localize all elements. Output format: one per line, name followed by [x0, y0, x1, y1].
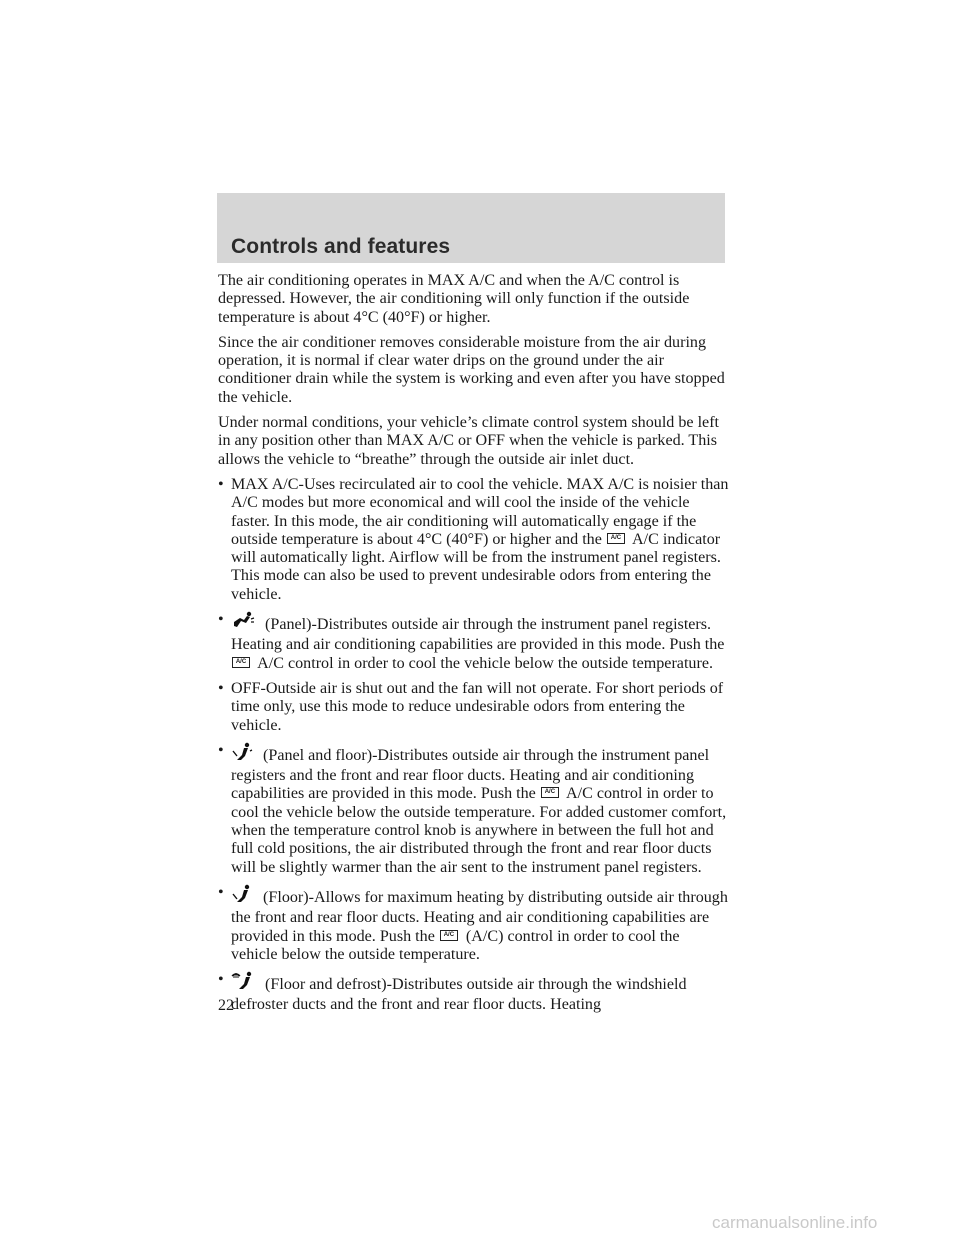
bullet-dot: •	[218, 611, 224, 629]
max-ac-text-after: A/C indicator will automatically light. Airflow will be from the instrument panel registers. This mode can also be used to prevent undesirable odors from entering the vehicle.	[231, 530, 721, 603]
floor-defrost-text: (Floor and defrost)-Distributes outside air through the windshield defroster ducts and the front and rear floor ducts. Heating	[231, 976, 687, 1014]
floor-text-after: (A/C) control in order to cool the vehicle below the outside temperature.	[231, 927, 680, 963]
panel-floor-icon	[231, 742, 253, 767]
bullet-floor	[218, 884, 730, 964]
floor-text-before: (Floor)-Allows for maximum heating by distributing outside air through the front and rear floor ducts. Heating and air conditioning capabilities are provided in this mode. Push the	[231, 888, 728, 945]
ac-button-icon: A/C	[541, 787, 559, 798]
paragraph-operation: The air conditioning operates in MAX A/C and when the A/C control is depressed. However, the air conditioning will only function if the outside temperature is about 4°C (40°F) or higher.	[218, 272, 690, 326]
floor-defrost-icon	[231, 971, 255, 996]
paragraph-moisture: Since the air conditioner removes considerable moisture from the air during operation, it is normal if clear water drips on the ground under the air conditioner drain while the system is working and even after you have stopped the vehicle.	[218, 333, 725, 406]
ac-button-icon: A/C	[232, 657, 250, 668]
page-number: 22	[218, 997, 234, 1014]
off-text: OFF-Outside air is shut out and the fan will not operate. For short periods of time only, use this mode to reduce undesirable odors from entering the vehicle.	[231, 679, 724, 734]
panel-text-after: A/C control in order to cool the vehicle below the outside temperature.	[257, 654, 713, 672]
bullet-dot: •	[218, 475, 224, 493]
max-ac-text-before: MAX A/C-Uses recirculated air to cool the vehicle. MAX A/C is noisier than A/C modes but more economical and will cool the inside of the vehicle faster. In this mode, the air conditioning will automatically engage if the outside temperature is about 4°C (40°F) or higher and the	[231, 475, 729, 548]
ac-button-icon: A/C	[607, 533, 625, 544]
section-header	[217, 193, 725, 263]
bullet-panel	[218, 611, 730, 673]
bullet-dot: •	[218, 971, 224, 989]
bullet-off	[218, 680, 730, 735]
panel-floor-text-before: (Panel and floor)-Distributes outside air through the instrument panel registers and the front and rear floor ducts. Heating and air conditioning capabilities are provided in this mode. Push the	[231, 746, 710, 803]
panel-vent-icon	[231, 611, 255, 636]
paragraph-normal-conditions: Under normal conditions, your vehicle’s climate control system should be left in any position other than MAX A/C or OFF when the vehicle is parked. This allows the vehicle to “breathe” through the outside air inlet duct.	[218, 414, 720, 468]
bullet-dot: •	[218, 741, 224, 759]
bullet-panel-floor	[218, 742, 730, 877]
floor-icon	[231, 884, 253, 909]
bullet-dot: •	[218, 679, 224, 697]
panel-text-before: (Panel)-Distributes outside air through the instrument panel registers. Heating and air conditioning capabilities are provided in this mode. Push the	[231, 616, 725, 654]
section-title: Controls and features	[231, 235, 451, 258]
bullet-floor-defrost	[218, 971, 730, 1015]
ac-button-icon: A/C	[440, 930, 458, 941]
panel-floor-text-after: A/C control in order to cool the vehicle below the outside temperature. For added customer comfort, when the temperature control knob is anywhere in between the full hot and full cold positions, the air distributed through the front and rear floor ducts will be slightly warmer than the air sent to the instrument panel registers.	[231, 785, 727, 876]
bullet-max-ac	[218, 476, 730, 604]
watermark-text: carmanualsonline.info	[712, 1213, 878, 1232]
page-body	[218, 272, 730, 1022]
bullet-dot: •	[218, 883, 224, 901]
